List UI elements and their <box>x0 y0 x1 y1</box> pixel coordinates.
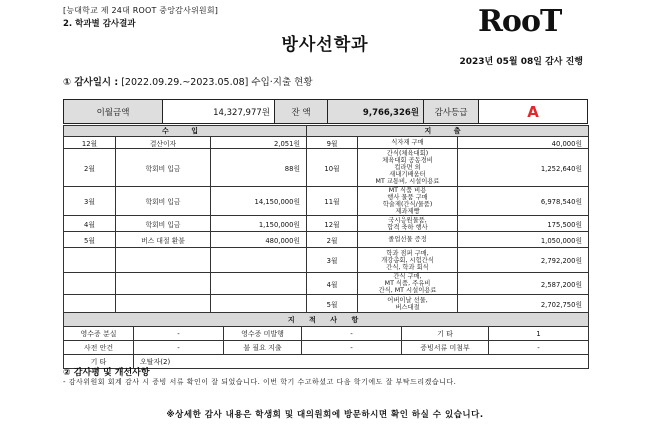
expense-amount: 175,500원 <box>458 216 589 232</box>
income-amount: 1,150,000원 <box>211 216 307 232</box>
income-header: 수 입 <box>64 126 307 137</box>
finding-value: - <box>302 341 402 355</box>
expense-amount: 2,587,200원 <box>458 273 589 295</box>
income-amount: 14,150,000원 <box>211 187 307 216</box>
expense-month: 9월 <box>307 137 358 149</box>
expense-amount: 1,252,640원 <box>458 149 589 187</box>
audit-period-value: [2022.09.29.~2023.05.08] <box>121 77 249 88</box>
expense-amount: 1,050,000원 <box>458 232 589 248</box>
expense-month: 12월 <box>307 216 358 232</box>
audit-period-heading <box>63 74 313 88</box>
expense-amount: 40,000원 <box>458 137 589 149</box>
finding-label: 사전 안건 <box>64 341 134 355</box>
income-month <box>64 295 116 313</box>
etc-value: 오탈자(2) <box>134 355 589 369</box>
income-item: 버스 대절 환불 <box>116 232 211 248</box>
income-amount: 88원 <box>211 149 307 187</box>
ledger-row <box>64 216 589 232</box>
finding-label: 불 필요 지출 <box>224 341 302 355</box>
expense-month: 3월 <box>307 248 358 273</box>
etc-label: 기 타 <box>64 355 134 369</box>
expense-item: 식자재 구매 <box>358 137 458 149</box>
footer-notice: ※상세한 감사 내용은 학생회 및 대의원회에 방문하시면 확인 하실 수 있습니다. <box>166 410 484 420</box>
expense-month: 4월 <box>307 273 358 295</box>
income-item <box>116 295 211 313</box>
audit-date: 2023년 05월 08일 감사 진행 <box>459 57 583 67</box>
finding-value: - <box>134 327 224 341</box>
finding-value: - <box>489 341 589 355</box>
expense-month: 11월 <box>307 187 358 216</box>
grade-value: A <box>479 100 588 124</box>
income-month: 4월 <box>64 216 116 232</box>
income-month: 12월 <box>64 137 116 149</box>
income-month <box>64 273 116 295</box>
expense-item: 졸업선물 증정 <box>358 232 458 248</box>
review-heading: ② 감사평 및 개선사항 <box>63 368 150 378</box>
org-line: [능대학교 제 24대 ROOT 중앙감사위원회] <box>63 6 219 15</box>
income-month: 5월 <box>64 232 116 248</box>
finding-value: - <box>302 327 402 341</box>
income-amount <box>211 248 307 273</box>
expense-item: 간식 구매, MT 식품, 주유비 간식, MT 시설이용료 <box>358 273 458 295</box>
finding-value: 1 <box>489 327 589 341</box>
income-amount <box>211 273 307 295</box>
expense-amount: 2,792,200원 <box>458 248 589 273</box>
income-item: 학회비 입금 <box>116 149 211 187</box>
income-month: 3월 <box>64 187 116 216</box>
income-item: 결산이자 <box>116 137 211 149</box>
income-item <box>116 273 211 295</box>
income-amount: 2,051원 <box>211 137 307 149</box>
expense-item: 어버이날 선물, 버스대절 <box>358 295 458 313</box>
income-month <box>64 248 116 273</box>
income-item <box>116 248 211 273</box>
carryover-label: 이월금액 <box>64 100 163 124</box>
income-amount <box>211 295 307 313</box>
finding-label: 기 타 <box>402 327 489 341</box>
ledger-row <box>64 232 589 248</box>
balance-label: 잔 액 <box>275 100 328 124</box>
finding-label: 증빙서류 미첨부 <box>402 341 489 355</box>
expense-item: 국시응원물품, 합격 축하 행사 <box>358 216 458 232</box>
ledger-row <box>64 149 589 187</box>
income-item: 학회비 입금 <box>116 216 211 232</box>
audit-period-label2: 수입·지출 현황 <box>251 77 313 88</box>
expense-header: 지 출 <box>307 126 589 137</box>
review-note: - 감사위원회 회계 감사 시 증빙 서류 확인이 잘 되었습니다. 이번 학기 수고하셨고 다음 학기에도 잘 부탁드리겠습니다. <box>63 378 457 386</box>
summary-table <box>63 99 588 124</box>
finding-label: 영수증 미발행 <box>224 327 302 341</box>
expense-month: 5월 <box>307 295 358 313</box>
carryover-value: 14,327,977원 <box>163 100 275 124</box>
expense-month: 2월 <box>307 232 358 248</box>
expense-item: 학과 점퍼 구매, 개강총회, 시험간식 간식, 학과 회식 <box>358 248 458 273</box>
ledger-row <box>64 248 589 273</box>
finding-value: - <box>134 341 224 355</box>
ledger-row <box>64 295 589 313</box>
expense-amount: 2,702,750원 <box>458 295 589 313</box>
findings-header: 지 적 사 항 <box>64 313 589 327</box>
expense-month: 10월 <box>307 149 358 187</box>
ledger-row <box>64 187 589 216</box>
section-label: 2. 학과별 감사결과 <box>63 19 136 29</box>
income-item: 학회비 입금 <box>116 187 211 216</box>
audit-period-label: ① 감사일시 : <box>63 77 119 88</box>
income-month: 2월 <box>64 149 116 187</box>
findings-table <box>63 312 589 369</box>
finding-label: 영수증 분실 <box>64 327 134 341</box>
ledger-row <box>64 273 589 295</box>
root-logo: RooT <box>478 4 562 39</box>
page-title: 방사선학과 <box>281 35 369 55</box>
ledger-row <box>64 137 589 149</box>
ledger-table <box>63 125 589 326</box>
balance-value: 9,766,326원 <box>328 100 424 124</box>
expense-item: 간식(체육대회) 체육대회 공동경비 컵라면 외 새내기배움터 MT 교통비, 시설이용료 <box>358 149 458 187</box>
income-amount: 480,000원 <box>211 232 307 248</box>
expense-item: MT 식품 비용 행사 물품 구매 학술제(간식/물품) 제과제빵 <box>358 187 458 216</box>
grade-label: 감사등급 <box>424 100 479 124</box>
expense-amount: 6,978,540원 <box>458 187 589 216</box>
